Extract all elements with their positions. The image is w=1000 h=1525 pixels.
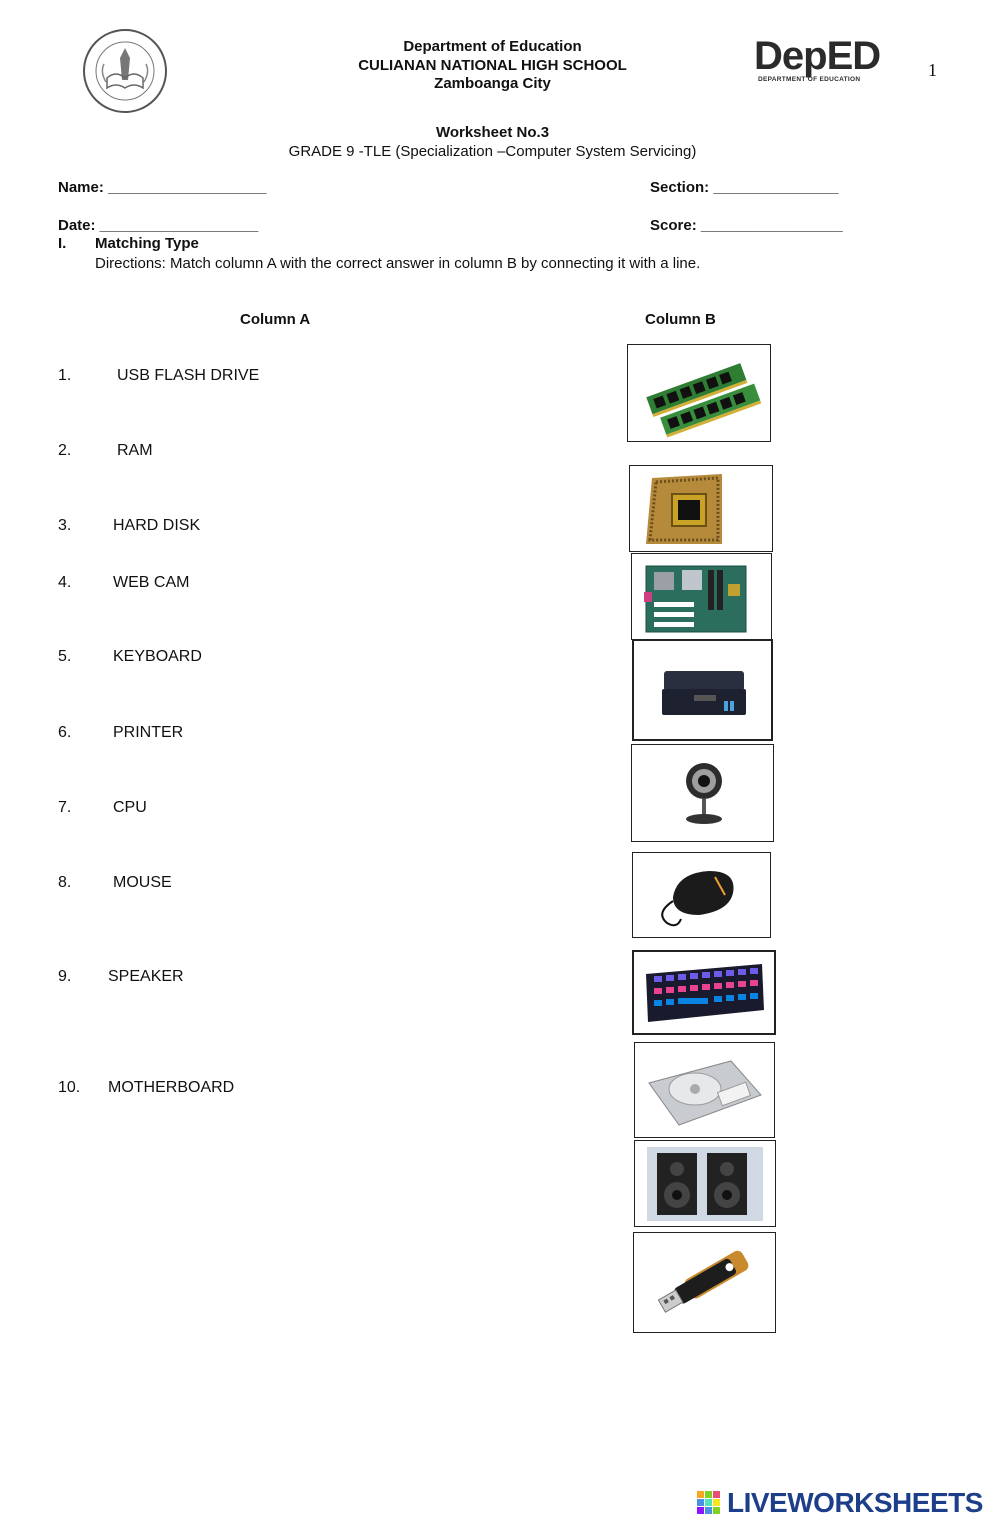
deped-logo — [754, 34, 881, 88]
list-item[interactable] — [58, 799, 147, 817]
item-number: 6. — [58, 724, 72, 741]
score-field[interactable]: Score: _________________ — [650, 217, 843, 234]
list-item[interactable] — [58, 648, 202, 666]
item-number: 5. — [58, 648, 72, 665]
list-item[interactable] — [58, 874, 172, 892]
list-item[interactable] — [58, 724, 184, 742]
item-number: 2. — [58, 442, 72, 459]
item-label: CPU — [113, 799, 147, 816]
list-item[interactable] — [58, 1079, 235, 1097]
cpu-image[interactable] — [629, 465, 773, 552]
hard-disk-image[interactable] — [634, 1042, 775, 1138]
department-name: Department of Education — [403, 38, 582, 55]
webcam-image[interactable] — [631, 744, 774, 842]
liveworksheets-icon — [697, 1491, 723, 1519]
item-number: 3. — [58, 517, 72, 534]
part-title: Matching Type — [95, 235, 199, 252]
name-field[interactable]: Name: ___________________ — [58, 179, 267, 196]
list-item[interactable] — [58, 574, 190, 592]
item-number: 4. — [58, 574, 72, 591]
directions-text: Directions: Match column A with the correct answer in column B by connecting it with a line. — [95, 255, 701, 272]
printer-image[interactable] — [632, 639, 773, 741]
item-label: WEB CAM — [113, 574, 190, 591]
list-item[interactable] — [58, 367, 260, 385]
item-label: MOUSE — [113, 874, 172, 891]
item-label: USB FLASH DRIVE — [117, 367, 260, 384]
part-numeral: I. — [58, 235, 67, 252]
list-item[interactable] — [58, 517, 201, 535]
column-a-header: Column A — [240, 311, 311, 328]
keyboard-image[interactable] — [632, 950, 776, 1035]
item-number: 1. — [58, 367, 72, 384]
usb-flash-drive-image[interactable] — [633, 1232, 776, 1333]
date-field[interactable]: Date: ___________________ — [58, 217, 259, 234]
item-label: HARD DISK — [113, 517, 201, 534]
item-number: 9. — [58, 968, 72, 985]
item-label: KEYBOARD — [113, 648, 202, 665]
ram-image[interactable] — [627, 344, 771, 442]
worksheet-subtitle: GRADE 9 -TLE (Specialization –Computer System Servicing) — [288, 143, 697, 160]
liveworksheets-brand: LIVEWORKSHEETS — [727, 1487, 983, 1518]
section-field[interactable]: Section: _______________ — [650, 179, 839, 196]
school-name: CULIANAN NATIONAL HIGH SCHOOL — [358, 57, 627, 74]
deped-logo-text: DepED — [754, 34, 881, 78]
motherboard-image[interactable] — [631, 553, 772, 640]
page-number: 1 — [928, 60, 937, 80]
mouse-image[interactable] — [632, 852, 771, 938]
item-number: 8. — [58, 874, 72, 891]
column-b-header: Column B — [645, 311, 716, 328]
item-number: 7. — [58, 799, 72, 816]
item-label: RAM — [117, 442, 153, 459]
item-label: SPEAKER — [108, 968, 184, 985]
deped-logo-subtext: DEPARTMENT OF EDUCATION — [758, 76, 861, 83]
worksheet-title: Worksheet No.3 — [435, 124, 550, 141]
item-number: 10. — [58, 1079, 81, 1096]
list-item[interactable] — [58, 442, 153, 460]
item-label: MOTHERBOARD — [108, 1079, 235, 1096]
list-item[interactable] — [58, 968, 184, 986]
speaker-image[interactable] — [634, 1140, 776, 1227]
item-label: PRINTER — [113, 724, 184, 741]
school-city: Zamboanga City — [434, 75, 551, 92]
